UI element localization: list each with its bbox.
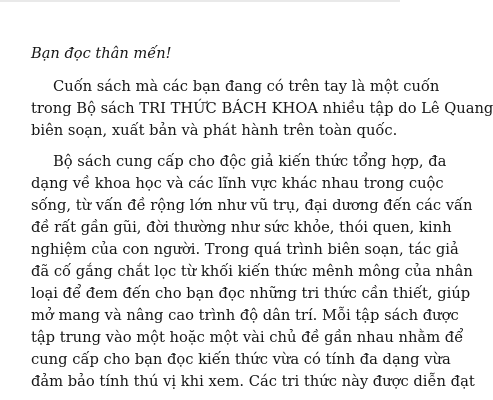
salutation: Bạn đọc thân mến! [31, 45, 172, 62]
paragraph-2-line-2: dạng về khoa học và các lĩnh vực khác nhau trong cuộc [31, 175, 444, 192]
paragraph-2-line-8: mở mang và nâng cao trình độ dân trí. Mỗi tập sách được [31, 307, 459, 324]
paragraph-2-line-11: đảm bảo tính thú vị khi xem. Các tri thức này được diễn đạt [31, 373, 475, 390]
paragraph-2-line-9: tập trung vào một hoặc một vài chủ đề gần nhau nhằm để [31, 329, 464, 346]
paragraph-2-line-7: loại để đem đến cho bạn đọc những tri thức cần thiết, giúp [31, 285, 471, 302]
paragraph-1-line-1: Cuốn sách mà các bạn đang có trên tay là một cuốn [53, 78, 440, 95]
paragraph-2-line-6: đã cố gắng chắt lọc từ khối kiến thức mênh mông của nhân [31, 263, 473, 280]
paragraph-2-line-4: đề rất gần gũi, đời thường như sức khỏe, thói quen, kinh [31, 219, 452, 236]
paragraph-2-line-1: Bộ sách cung cấp cho độc giả kiến thức tổng hợp, đa [53, 153, 447, 170]
paragraph-2-line-5: nghiệm của con người. Trong quá trình biên soạn, tác giả [31, 241, 459, 258]
paragraph-2-line-10: cung cấp cho bạn đọc kiến thức vừa có tính đa dạng vừa [31, 351, 451, 368]
paragraph-1-line-2: trong Bộ sách TRI THỨC BÁCH KHOA nhiều tập do Lê Quang [31, 100, 493, 117]
page-top-border [0, 0, 400, 2]
paragraph-2-line-3: sống, từ vấn đề rộng lớn như vũ trụ, đại dương đến các vấn [31, 197, 473, 214]
paragraph-1-line-3: biên soạn, xuất bản và phát hành trên toàn quốc. [31, 122, 398, 139]
